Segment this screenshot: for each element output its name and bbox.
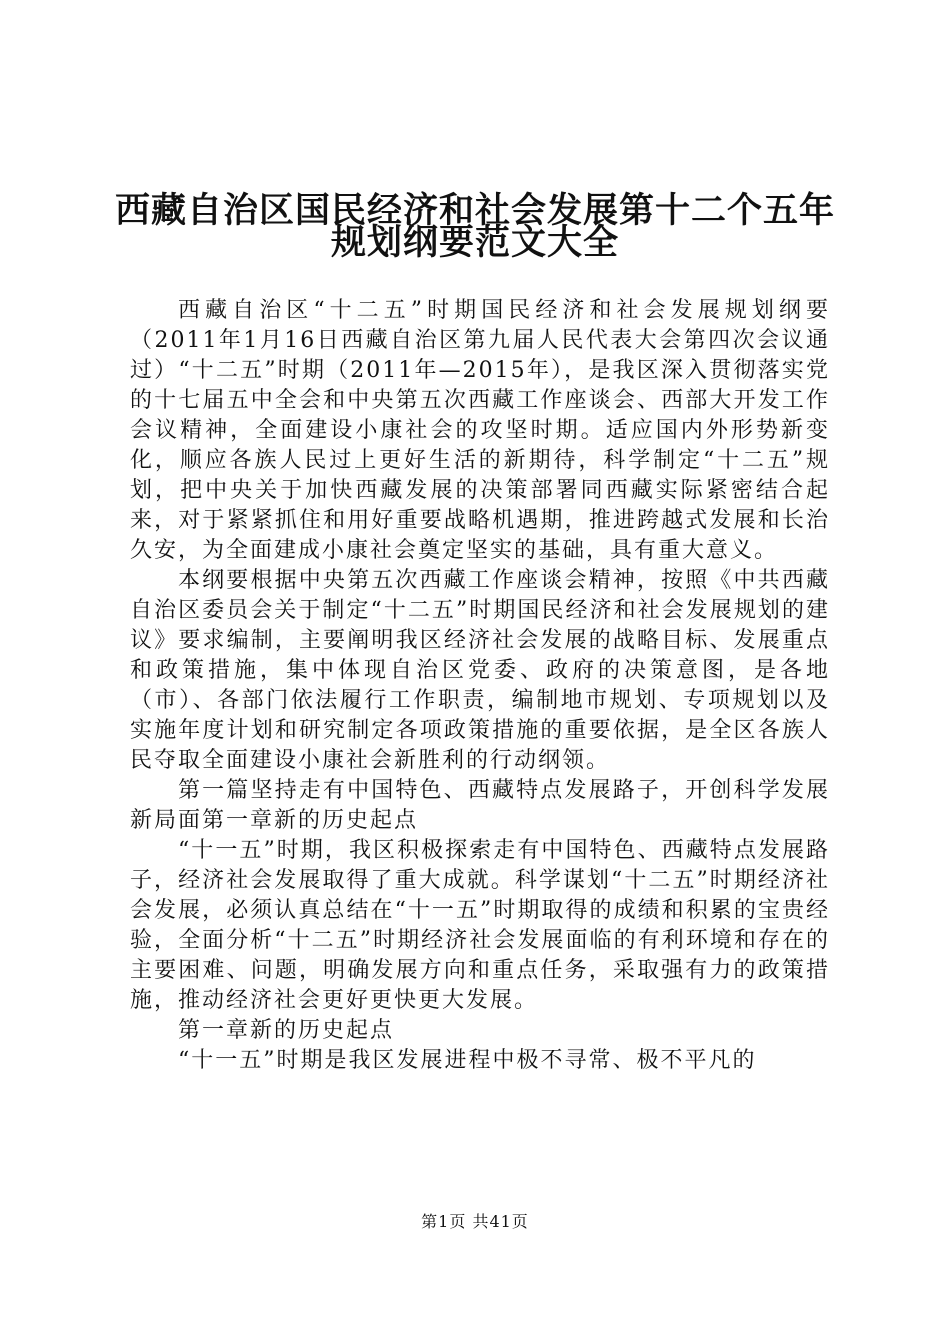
document-title-line-1: 西藏自治区国民经济和社会发展第十二个五年 (114, 191, 835, 231)
paragraph: 本纲要根据中央第五次西藏工作座谈会精神，按照《中共西藏自治区委员会关于制定“十二五”时期国民经济和社会发展规划的建议》要求编制，主要阐明我区经济社会发展的战略目标、发展重点和政策措施，集中体现自治区党委、政府的决策意图，是各地（市）、各部门依法履行工作职责，编制地市规划、专项规划以及实施年度计划和研究制定各项政策措施的重要依据，是全区各族人民夺取全面建设小康社会新胜利的行动纲领。 (130, 568, 830, 773)
document-title-line-2: 规划纲要范文大全 (330, 223, 619, 263)
paragraph: 西藏自治区“十二五”时期国民经济和社会发展规划纲要（2011年1月16日西藏自治区第九届人民代表大会第四次会议通过）“十二五”时期（2011年—2015年），是我区深入贯彻落实党的十七届五中全会和中央第五次西藏工作座谈会、西部大开发工作会议精神，全面建设小康社会的攻坚时期。适应国内外形势新变化，顺应各族人民过上更好生活的新期待，科学制定“十二五”规划，把中央关于加快西藏发展的决策部署同西藏实际紧密结合起来，对于紧紧抓住和用好重要战略机遇期，推进跨越式发展和长治久安，为全面建成小康社会奠定坚实的基础，具有重大意义。 (130, 298, 830, 563)
page-number-footer: 第1页 共41页 (421, 1212, 529, 1231)
paragraph: “十一五”时期，我区积极探索走有中国特色、西藏特点发展路子，经济社会发展取得了重大成就。科学谋划“十二五”时期经济社会发展，必须认真总结在“十一五”时期取得的成绩和积累的宝贵经验，全面分析“十二五”时期经济社会发展面临的有利环境和存在的主要困难、问题，明确发展方向和重点任务，采取强有力的政策措施，推动经济社会更好更快更大发展。 (130, 838, 830, 1013)
paragraph: “十一五”时期是我区发展进程中极不寻常、极不平凡的 (178, 1048, 757, 1073)
section-heading: 第一篇坚持走有中国特色、西藏特点发展路子，开创科学发展新局面第一章新的历史起点 (130, 778, 830, 833)
document-body (130, 296, 830, 1076)
chapter-heading: 第一章新的历史起点 (178, 1018, 395, 1043)
